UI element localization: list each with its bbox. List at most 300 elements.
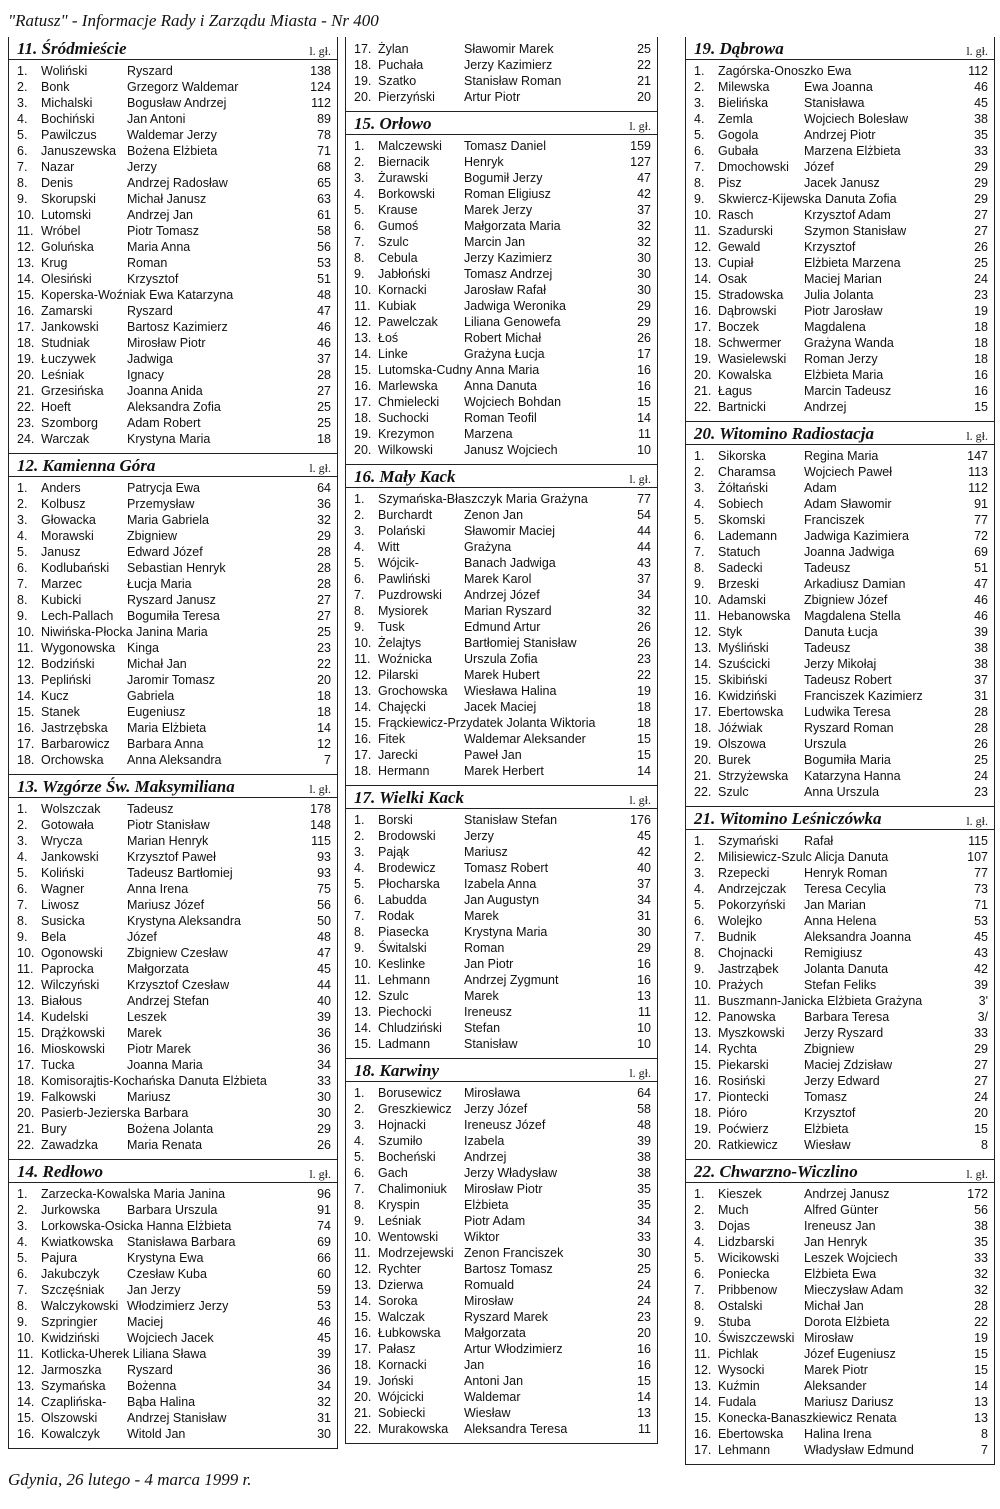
candidate-votes: 65: [317, 176, 331, 190]
candidate-first-names: Tadeusz Robert: [804, 673, 892, 687]
candidate-votes: 127: [630, 155, 651, 169]
candidate-surname: Dojas: [718, 1219, 750, 1233]
candidate-surname: Stuba: [718, 1315, 751, 1329]
candidate-votes: 32: [974, 1283, 988, 1297]
candidate-first-names: Jerzy Edward: [804, 1074, 880, 1088]
candidate-first-names: Marian Henryk: [127, 834, 209, 848]
district-title: 16. Mały Kack: [354, 467, 456, 486]
votes-column-label: l. gł.: [966, 429, 988, 443]
candidate-number: 6.: [17, 561, 28, 575]
candidate-votes: 18: [317, 432, 331, 446]
candidate-surname: Keslinke: [378, 957, 426, 971]
candidate-surname: Szczęśniak: [41, 1283, 105, 1297]
candidate-votes: 89: [317, 112, 331, 126]
candidate-votes: 44: [317, 978, 331, 992]
candidate-surname: Kwiatkowska: [41, 1235, 114, 1249]
candidate-first-names: Jadwiga: [127, 352, 173, 366]
candidate-votes: 34: [637, 893, 651, 907]
candidate-number: 14.: [354, 1294, 372, 1308]
candidate-first-names: Elżbieta: [464, 1198, 509, 1212]
candidate-row: [354, 138, 651, 154]
candidate-surname: Burek: [718, 753, 751, 767]
candidate-row: [17, 1426, 331, 1442]
candidate-votes: 25: [637, 1262, 651, 1276]
candidate-number: 9.: [17, 192, 28, 206]
candidate-row: [17, 367, 331, 383]
candidate-first-names: Romuald: [464, 1278, 515, 1292]
candidate-surname: Lech-Pallach: [41, 609, 114, 623]
candidate-votes: 7: [981, 1443, 988, 1457]
candidate-number: 20.: [17, 368, 35, 382]
candidate-number: 12.: [354, 989, 372, 1003]
candidate-surname: Leśniak: [378, 1214, 422, 1228]
candidate-first-names: Bożena Elżbieta: [127, 144, 218, 158]
candidate-number: 14.: [17, 272, 35, 286]
candidate-number: 6.: [354, 893, 365, 907]
candidate-row: [354, 924, 651, 940]
candidate-surname: Olszowski: [41, 1411, 98, 1425]
candidate-row: [354, 442, 651, 458]
candidate-row: [17, 977, 331, 993]
candidate-first-names: Marek Karol: [464, 572, 532, 586]
candidate-surname: Ogonowski: [41, 946, 103, 960]
candidate-row: [354, 715, 651, 731]
candidate-number: 7.: [17, 1283, 28, 1297]
candidate-first-names: Magdalena Stella: [804, 609, 901, 623]
candidate-number: 1.: [17, 481, 28, 495]
district-section: [9, 454, 337, 775]
candidate-row: [354, 1325, 651, 1341]
candidate-surname: Soroka: [378, 1294, 418, 1308]
candidate-votes: 14: [637, 411, 651, 425]
district-header: [686, 1160, 994, 1183]
candidate-surname: Piekarski: [718, 1058, 769, 1072]
candidate-surname: Adamski: [718, 593, 766, 607]
candidate-surname: Pribbenow: [718, 1283, 778, 1297]
candidate-votes: 30: [317, 1427, 331, 1441]
candidate-row: [694, 1121, 988, 1137]
candidate-first-names: Regina Maria: [804, 449, 879, 463]
candidate-votes: 68: [317, 160, 331, 174]
candidate-first-names: Ludwika Teresa: [804, 705, 891, 719]
candidate-surname: Zawadzka: [41, 1138, 98, 1152]
candidate-number: 6.: [17, 1267, 28, 1281]
candidate-number: 17.: [17, 737, 35, 751]
candidate-row: [694, 608, 988, 624]
candidate-number: 1.: [17, 1187, 28, 1201]
district-section: [346, 37, 657, 112]
candidate-votes: 44: [637, 524, 651, 538]
candidate-number: 11.: [354, 299, 371, 313]
candidate-surname: Pilarski: [378, 668, 419, 682]
candidate-row: [694, 624, 988, 640]
candidate-votes: 22: [637, 668, 651, 682]
candidate-first-names: [804, 63, 958, 79]
candidate-first-names: Edward Józef: [127, 545, 203, 559]
candidate-votes: 78: [317, 128, 331, 142]
candidate-row: [17, 817, 331, 833]
candidate-number: 4.: [354, 187, 365, 201]
candidate-votes: 27: [317, 384, 331, 398]
candidate-number: 1.: [354, 139, 365, 153]
candidate-votes: 20: [637, 90, 651, 104]
candidate-row: [694, 207, 988, 223]
candidate-row: [354, 747, 651, 763]
candidate-number: 14.: [694, 1042, 712, 1056]
candidate-first-names: Leszek Wojciech: [804, 1251, 898, 1265]
candidate-votes: 25: [317, 400, 331, 414]
candidate-votes: 24: [974, 272, 988, 286]
candidate-first-names: Maciej Marian: [804, 272, 882, 286]
candidate-surname: Pałasz: [378, 1342, 416, 1356]
candidate-number: 12.: [354, 315, 372, 329]
candidate-first-names: Tomasz: [804, 1090, 848, 1104]
candidate-votes: 45: [974, 96, 988, 110]
candidate-number: 18.: [694, 721, 712, 735]
candidate-number: 13.: [694, 1026, 712, 1040]
candidate-number: 1.: [354, 1086, 365, 1100]
candidate-surname: Chajęcki: [378, 700, 426, 714]
candidate-votes: 29: [974, 176, 988, 190]
candidate-first-names: Stanisław: [464, 1037, 518, 1051]
candidate-number: 7.: [17, 898, 28, 912]
candidate-number: 14.: [17, 1395, 35, 1409]
candidate-row: [694, 255, 988, 271]
candidate-first-names: Elżbieta Marzena: [804, 256, 901, 270]
candidate-number: 15.: [694, 1058, 712, 1072]
candidate-surname: Pióro: [718, 1106, 748, 1120]
candidate-row: [354, 635, 651, 651]
candidate-first-names: Maciej Zdzisław: [804, 1058, 893, 1072]
candidate-first-names: Tomasz Robert: [464, 861, 549, 875]
district-section: [9, 775, 337, 1160]
candidate-first-names: Marek: [127, 1026, 162, 1040]
candidate-surname: Skwiercz-Kijewska Danuta Zofia: [718, 192, 897, 206]
candidate-votes: 29: [637, 299, 651, 313]
candidate-row: [17, 897, 331, 913]
candidate-row: [694, 223, 988, 239]
candidate-first-names: Marzena Elżbieta: [804, 144, 901, 158]
candidate-surname: Stanek: [41, 705, 80, 719]
candidate-votes: 28: [317, 561, 331, 575]
candidate-surname: Lutomski: [41, 208, 92, 222]
candidate-number: 17.: [694, 705, 712, 719]
candidate-number: 19.: [354, 74, 372, 88]
candidate-row: [17, 1394, 331, 1410]
candidate-number: 15.: [17, 1411, 35, 1425]
candidate-number: 4.: [17, 850, 28, 864]
candidate-row: [354, 234, 651, 250]
candidate-row: [17, 207, 331, 223]
candidate-votes: 60: [317, 1267, 331, 1281]
candidate-number: 11.: [17, 224, 34, 238]
district-section: [9, 1160, 337, 1448]
candidate-first-names: Barbara Teresa: [804, 1010, 890, 1024]
candidate-row: [17, 1105, 331, 1121]
candidate-row: [354, 587, 651, 603]
candidate-surname: Skibiński: [718, 673, 768, 687]
candidate-first-names: Andrzej Janusz: [804, 1187, 890, 1201]
candidate-first-names: Remigiusz: [804, 946, 863, 960]
candidate-number: 5.: [694, 128, 705, 142]
candidate-number: 8.: [17, 1299, 28, 1313]
candidate-number: 9.: [354, 1214, 365, 1228]
candidate-number: 8.: [17, 914, 28, 928]
candidate-row: [354, 394, 651, 410]
candidate-surname: Sadecki: [718, 561, 763, 575]
candidate-first-names: Edmund Artur: [464, 620, 541, 634]
candidate-first-names: Janusz Wojciech: [464, 443, 558, 457]
candidate-row: [694, 480, 988, 496]
candidate-surname: Walczykowski: [41, 1299, 119, 1313]
candidate-row: [17, 271, 331, 287]
candidate-first-names: Marcin Tadeusz: [804, 384, 892, 398]
candidate-row: [17, 496, 331, 512]
candidate-first-names: Adam: [804, 481, 837, 495]
candidate-row: [694, 736, 988, 752]
candidate-number: 17.: [354, 42, 372, 56]
candidate-surname: Frąckiewicz-Przydatek Jolanta Wiktoria: [378, 716, 596, 730]
candidate-number: 4.: [17, 112, 28, 126]
candidate-votes: 59: [317, 1283, 331, 1297]
candidate-votes: 69: [317, 1235, 331, 1249]
candidate-row: [694, 1025, 988, 1041]
candidate-first-names: Michał Jan: [804, 1299, 864, 1313]
district-title: 13. Wzgórze Św. Maksymiliana: [17, 777, 235, 796]
candidate-row: [354, 844, 651, 860]
candidate-row: [694, 1089, 988, 1105]
candidate-number: 17.: [694, 320, 712, 334]
candidate-surname: Świtalski: [378, 941, 427, 955]
candidate-number: 8.: [354, 251, 365, 265]
candidate-votes: 77: [974, 866, 988, 880]
candidate-votes: 10: [637, 1037, 651, 1051]
candidate-row: [17, 1266, 331, 1282]
candidate-surname: Lidzbarski: [718, 1235, 775, 1249]
candidate-number: 9.: [694, 577, 705, 591]
candidate-votes: 25: [637, 42, 651, 56]
district-title: 12. Kamienna Góra: [17, 456, 156, 475]
district-header: [9, 775, 337, 798]
candidate-votes: 36: [317, 1042, 331, 1056]
candidate-votes: 35: [974, 128, 988, 142]
candidate-row: [17, 431, 331, 447]
candidate-number: 19.: [694, 352, 712, 366]
candidate-row: [694, 1426, 988, 1442]
candidate-surname: Wójcicki: [378, 1390, 424, 1404]
candidate-row: [694, 720, 988, 736]
candidate-votes: 19: [637, 684, 651, 698]
candidate-first-names: Zbigniew: [127, 529, 178, 543]
candidate-surname: Żelajtys: [378, 636, 422, 650]
candidate-row: [694, 399, 988, 415]
candidate-first-names: Wojciech Jacek: [127, 1331, 214, 1345]
candidate-row: [17, 143, 331, 159]
candidate-votes: 16: [637, 1358, 651, 1372]
candidate-first-names: Dorota Elżbieta: [804, 1315, 890, 1329]
candidate-votes: 25: [317, 625, 331, 639]
candidate-first-names: Artur Piotr: [464, 90, 521, 104]
candidate-surname: Panowska: [718, 1010, 776, 1024]
candidate-votes: 45: [317, 962, 331, 976]
candidate-row: [354, 988, 651, 1004]
candidate-row: [17, 111, 331, 127]
candidate-first-names: Krystyna Aleksandra: [127, 914, 241, 928]
candidate-surname: Puchała: [378, 58, 424, 72]
candidate-first-names: Wojciech Paweł: [804, 465, 893, 479]
candidate-votes: 38: [974, 112, 988, 126]
candidate-votes: 28: [974, 721, 988, 735]
candidate-first-names: Artur Włodzimierz: [464, 1342, 563, 1356]
candidate-votes: 20: [974, 1106, 988, 1120]
candidate-surname: Milisiewicz-Szulc Alicja Danuta: [718, 850, 889, 864]
candidate-first-names: Halina Irena: [804, 1427, 872, 1441]
candidate-first-names: Teresa Cecylia: [804, 882, 886, 896]
candidate-number: 2.: [694, 465, 705, 479]
candidate-votes: 73: [974, 882, 988, 896]
candidate-first-names: Zbigniew Józef: [804, 593, 888, 607]
candidate-row: [694, 592, 988, 608]
candidate-first-names: Ewa Joanna: [804, 80, 873, 94]
candidate-number: 15.: [354, 1310, 372, 1324]
candidate-row: [17, 881, 331, 897]
candidate-number: 20.: [354, 1390, 372, 1404]
candidate-row: [354, 362, 651, 378]
candidate-number: 8.: [354, 1198, 365, 1212]
candidate-first-names: Jerzy Józef: [464, 1102, 528, 1116]
candidate-number: 9.: [17, 1315, 28, 1329]
candidate-votes: 22: [637, 58, 651, 72]
candidate-row: [17, 1234, 331, 1250]
candidate-number: 9.: [694, 192, 705, 206]
candidate-first-names: Gabriela: [127, 689, 175, 703]
candidate-number: 20.: [354, 90, 372, 104]
candidate-votes: 13: [974, 1411, 988, 1425]
candidate-number: 1.: [354, 492, 365, 506]
candidate-first-names: Ryszard: [127, 64, 173, 78]
candidate-number: 10.: [694, 1331, 712, 1345]
candidate-row: [17, 576, 331, 592]
candidate-row: [354, 667, 651, 683]
candidate-surname: Szulc: [718, 785, 749, 799]
candidate-surname: Brzeski: [718, 577, 759, 591]
candidate-votes: 18: [637, 716, 651, 730]
votes-column-label: l. gł.: [629, 119, 651, 133]
district-title: 18. Karwiny: [354, 1061, 440, 1080]
candidate-votes: 16: [637, 379, 651, 393]
candidate-first-names: Tomasz Andrzej: [464, 267, 553, 281]
candidate-number: 5.: [17, 128, 28, 142]
candidate-first-names: [127, 624, 301, 640]
candidate-row: [17, 319, 331, 335]
candidate-surname: Rychter: [378, 1262, 422, 1276]
candidate-first-names: [464, 715, 621, 731]
candidate-row: [694, 672, 988, 688]
candidate-surname: Warczak: [41, 432, 90, 446]
candidate-number: 13.: [17, 256, 35, 270]
candidate-votes: 77: [637, 492, 651, 506]
candidate-first-names: Mariusz: [464, 845, 508, 859]
candidate-number: 17.: [694, 1090, 712, 1104]
candidate-first-names: Adam Robert: [127, 416, 201, 430]
candidate-first-names: Banach Jadwiga: [464, 556, 556, 570]
candidate-first-names: Bożenna: [127, 1379, 177, 1393]
candidate-votes: 66: [317, 1251, 331, 1265]
candidate-first-names: Joanna Jadwiga: [804, 545, 895, 559]
candidate-row: [17, 255, 331, 271]
candidate-first-names: Tadeusz: [804, 641, 851, 655]
candidate-number: 10.: [17, 946, 35, 960]
candidate-number: 5.: [354, 203, 365, 217]
candidate-votes: 176: [630, 813, 651, 827]
candidate-number: 8.: [17, 176, 28, 190]
candidate-surname: Koliński: [41, 866, 85, 880]
candidate-row: [354, 426, 651, 442]
candidate-votes: 56: [974, 1203, 988, 1217]
candidate-votes: 7: [324, 753, 331, 767]
candidate-votes: 24: [974, 769, 988, 783]
candidate-row: [694, 79, 988, 95]
candidate-number: 13.: [354, 1278, 372, 1292]
candidate-row: [354, 1133, 651, 1149]
candidate-number: 6.: [694, 144, 705, 158]
candidate-votes: 75: [317, 882, 331, 896]
candidate-number: 5.: [694, 898, 705, 912]
candidate-row: [694, 1266, 988, 1282]
district-title: 15. Orłowo: [354, 114, 432, 133]
candidate-surname: Sikorska: [718, 449, 766, 463]
candidate-votes: 26: [637, 636, 651, 650]
candidate-row: [17, 335, 331, 351]
candidate-row: [354, 186, 651, 202]
candidate-number: 7.: [354, 1182, 365, 1196]
candidate-number: 10.: [354, 283, 372, 297]
candidate-surname: Malczewski: [378, 139, 442, 153]
candidate-number: 9.: [694, 1315, 705, 1329]
candidate-votes: 8: [981, 1138, 988, 1152]
candidate-first-names: Marian Ryszard: [464, 604, 552, 618]
candidate-votes: 39: [317, 1010, 331, 1024]
candidate-surname: Tucka: [41, 1058, 75, 1072]
candidate-row: [694, 704, 988, 720]
candidate-surname: Komisorajtis-Kochańska Danuta Elżbieta: [41, 1074, 267, 1088]
candidate-surname: Szomborg: [41, 416, 98, 430]
candidate-number: 14.: [694, 657, 712, 671]
candidate-votes: 148: [310, 818, 331, 832]
candidate-first-names: [127, 1346, 301, 1362]
district-title: 20. Witomino Radiostacja: [694, 424, 874, 443]
candidate-votes: 31: [637, 909, 651, 923]
candidate-surname: Rychta: [718, 1042, 757, 1056]
candidate-row: [17, 383, 331, 399]
candidate-surname: Piasecka: [378, 925, 429, 939]
candidate-first-names: Elżbieta Ewa: [804, 1267, 877, 1281]
candidate-row: [694, 929, 988, 945]
candidate-row: [17, 913, 331, 929]
candidate-number: 1.: [354, 813, 365, 827]
candidate-surname: Wasielewski: [718, 352, 787, 366]
candidate-votes: 13: [637, 1406, 651, 1420]
candidate-row: [354, 892, 651, 908]
candidate-first-names: Krzysztof Adam: [804, 208, 891, 222]
candidate-number: 13.: [17, 1379, 35, 1393]
candidate-votes: 38: [637, 1150, 651, 1164]
candidate-votes: 19: [974, 1331, 988, 1345]
candidate-row: [694, 1410, 988, 1426]
candidate-first-names: Marek: [464, 989, 499, 1003]
candidate-surname: Schwermer: [718, 336, 782, 350]
candidate-votes: 23: [637, 1310, 651, 1324]
